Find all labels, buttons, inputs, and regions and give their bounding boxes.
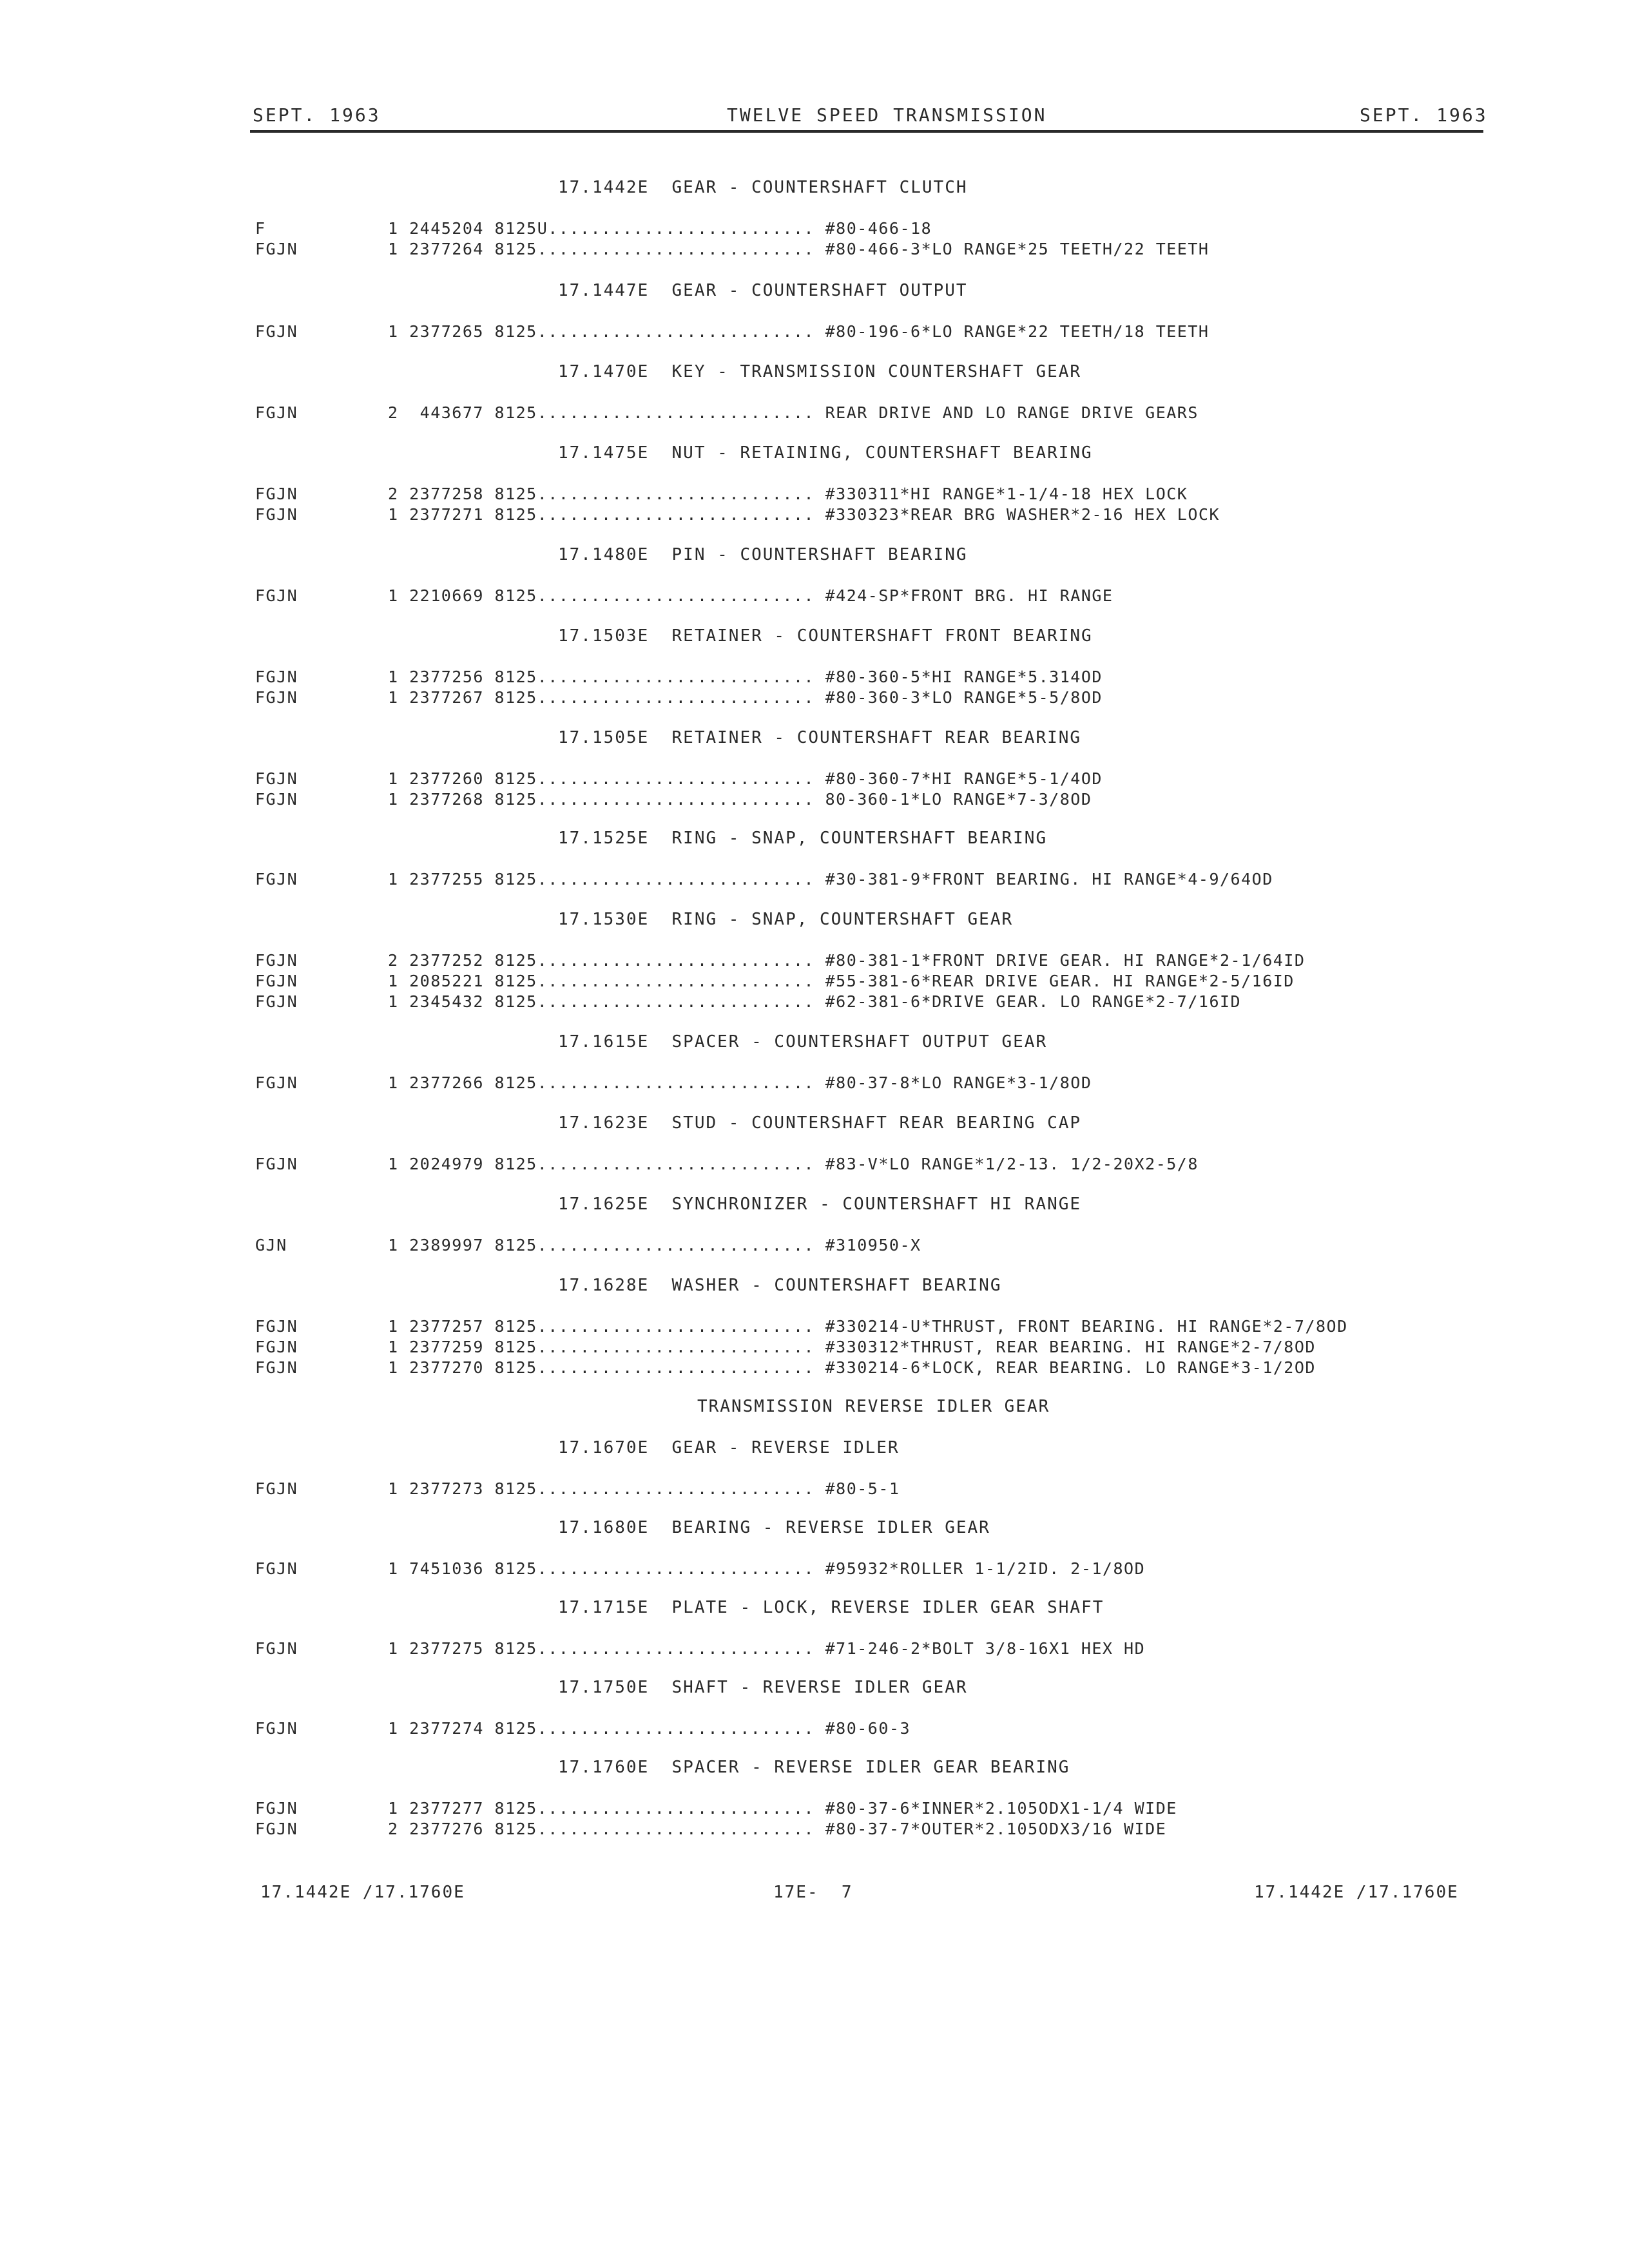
entry-part-line: 1 2377256 8125.......................... #80-360-5*HI RANGE*5.314OD	[388, 668, 1103, 686]
entry-model-code: FGJN	[255, 951, 298, 970]
entry-part-line: 1 2377255 8125.......................... #30-381-9*FRONT BEARING. HI RANGE*4-9/64OD	[388, 870, 1273, 889]
entry-model-code: FGJN	[255, 870, 298, 889]
entry-model-code: FGJN	[255, 586, 298, 605]
header-rule	[250, 130, 1483, 133]
entry-part-line: 1 2377274 8125.......................... #80-60-3	[388, 1719, 911, 1738]
entry-part-line: 1 2445204 8125U......................... #80-466-18	[388, 219, 932, 238]
entry-model-code: FGJN	[255, 1317, 298, 1336]
header-title: TWELVE SPEED TRANSMISSION	[727, 104, 1047, 126]
entry-model-code: FGJN	[255, 769, 298, 788]
section-title: 17.1628E WASHER - COUNTERSHAFT BEARING	[558, 1276, 1002, 1295]
entry-part-line: 1 2377267 8125.......................... #80-360-3*LO RANGE*5-5/8OD	[388, 688, 1103, 707]
section-title: 17.1715E PLATE - LOCK, REVERSE IDLER GEAR SHAFT	[558, 1598, 1104, 1617]
section-title: 17.1505E RETAINER - COUNTERSHAFT REAR BEARING	[558, 728, 1082, 747]
entry-model-code: F	[255, 219, 266, 238]
entry-part-line: 1 2377260 8125.......................... #80-360-7*HI RANGE*5-1/4OD	[388, 769, 1103, 788]
entry-part-line: 1 2377268 8125.......................... 80-360-1*LO RANGE*7-3/8OD	[388, 790, 1092, 809]
header-date-left: SEPT. 1963	[253, 104, 381, 126]
entry-part-line: 1 2345432 8125.......................... #62-381-6*DRIVE GEAR. LO RANGE*2-7/16ID	[388, 992, 1242, 1011]
entry-model-code: FGJN	[255, 668, 298, 686]
section-title: 17.1750E SHAFT - REVERSE IDLER GEAR	[558, 1678, 968, 1697]
section-title: 17.1470E KEY - TRANSMISSION COUNTERSHAFT GEAR	[558, 362, 1082, 381]
entry-model-code: FGJN	[255, 1358, 298, 1377]
entry-part-line: 1 7451036 8125.......................... #95932*ROLLER 1-1/2ID. 2-1/8OD	[388, 1559, 1146, 1578]
entry-model-code: FGJN	[255, 1820, 298, 1838]
section-title: 17.1623E STUD - COUNTERSHAFT REAR BEARING CAP	[558, 1113, 1082, 1133]
entry-model-code: FGJN	[255, 1155, 298, 1173]
entry-part-line: 1 2377259 8125.......................... #330312*THRUST, REAR BEARING. HI RANGE*2-7/8OD	[388, 1338, 1316, 1356]
entry-model-code: FGJN	[255, 688, 298, 707]
section-title: 17.1475E NUT - RETAINING, COUNTERSHAFT BEARING	[558, 443, 1093, 463]
section-title: 17.1625E SYNCHRONIZER - COUNTERSHAFT HI RANGE	[558, 1195, 1082, 1214]
entry-model-code: FGJN	[255, 240, 298, 258]
entry-part-line: 1 2377270 8125.......................... #330214-6*LOCK, REAR BEARING. LO RANGE*3-1/2OD	[388, 1358, 1316, 1377]
entry-model-code: FGJN	[255, 1338, 298, 1356]
entry-model-code: FGJN	[255, 322, 298, 341]
section-title: 17.1480E PIN - COUNTERSHAFT BEARING	[558, 545, 968, 564]
entry-model-code: FGJN	[255, 1639, 298, 1658]
entry-model-code: FGJN	[255, 992, 298, 1011]
entry-model-code: FGJN	[255, 403, 298, 422]
entry-part-line: 1 2085221 8125.......................... #55-381-6*REAR DRIVE GEAR. HI RANGE*2-5/16ID	[388, 972, 1295, 990]
section-title: 17.1447E GEAR - COUNTERSHAFT OUTPUT	[558, 281, 968, 300]
footer-page-number: 17E- 7	[773, 1883, 853, 1902]
entry-part-line: 2 2377252 8125.......................... #80-381-1*FRONT DRIVE GEAR. HI RANGE*2-1/64ID	[388, 951, 1306, 970]
section-title: 17.1615E SPACER - COUNTERSHAFT OUTPUT GEAR	[558, 1032, 1048, 1052]
entry-model-code: FGJN	[255, 1719, 298, 1738]
entry-model-code: FGJN	[255, 1479, 298, 1498]
entry-model-code: FGJN	[255, 1799, 298, 1818]
entry-part-line: 1 2024979 8125.......................... #83-V*LO RANGE*1/2-13. 1/2-20X2-5/8	[388, 1155, 1199, 1173]
entry-model-code: FGJN	[255, 505, 298, 524]
entry-model-code: FGJN	[255, 972, 298, 990]
entry-model-code: GJN	[255, 1236, 287, 1254]
entry-part-line: 1 2377273 8125.......................... #80-5-1	[388, 1479, 900, 1498]
entry-model-code: FGJN	[255, 1073, 298, 1092]
section-title: 17.1442E GEAR - COUNTERSHAFT CLUTCH	[558, 178, 968, 197]
section-title: 17.1530E RING - SNAP, COUNTERSHAFT GEAR	[558, 910, 1014, 929]
entry-part-line: 1 2377265 8125.......................... #80-196-6*LO RANGE*22 TEETH/18 TEETH	[388, 322, 1210, 341]
entry-part-line: 2 2377276 8125.......................... #80-37-7*OUTER*2.105ODX3/16 WIDE	[388, 1820, 1167, 1838]
entry-part-line: 1 2389997 8125.......................... #310950-X	[388, 1236, 921, 1254]
group-heading: TRANSMISSION REVERSE IDLER GEAR	[697, 1397, 1050, 1416]
entry-model-code: FGJN	[255, 485, 298, 503]
section-title: 17.1525E RING - SNAP, COUNTERSHAFT BEARING	[558, 829, 1048, 848]
footer-range-right: 17.1442E /17.1760E	[1254, 1883, 1459, 1902]
section-title: 17.1760E SPACER - REVERSE IDLER GEAR BEARING	[558, 1758, 1070, 1777]
section-title: 17.1670E GEAR - REVERSE IDLER	[558, 1438, 900, 1457]
header-date-right: SEPT. 1963	[1360, 104, 1488, 126]
entry-part-line: 1 2377271 8125.......................... #330323*REAR BRG WASHER*2-16 HEX LOCK	[388, 505, 1220, 524]
entry-part-line: 1 2377266 8125.......................... #80-37-8*LO RANGE*3-1/8OD	[388, 1073, 1092, 1092]
entry-part-line: 1 2377275 8125.......................... #71-246-2*BOLT 3/8-16X1 HEX HD	[388, 1639, 1146, 1658]
entry-part-line: 2 2377258 8125.......................... #330311*HI RANGE*1-1/4-18 HEX LOCK	[388, 485, 1188, 503]
section-title: 17.1680E BEARING - REVERSE IDLER GEAR	[558, 1518, 990, 1537]
entry-part-line: 1 2377277 8125.......................... #80-37-6*INNER*2.105ODX1-1/4 WIDE	[388, 1799, 1177, 1818]
footer-range-left: 17.1442E /17.1760E	[260, 1883, 465, 1902]
entry-part-line: 1 2377264 8125.......................... #80-466-3*LO RANGE*25 TEETH/22 TEETH	[388, 240, 1210, 258]
entry-part-line: 1 2210669 8125.......................... #424-SP*FRONT BRG. HI RANGE	[388, 586, 1113, 605]
entry-model-code: FGJN	[255, 1559, 298, 1578]
entry-part-line: 2 443677 8125.......................... REAR DRIVE AND LO RANGE DRIVE GEARS	[388, 403, 1199, 422]
entry-part-line: 1 2377257 8125.......................... #330214-U*THRUST, FRONT BEARING. HI RANGE*2-7/8OD	[388, 1317, 1348, 1336]
entry-model-code: FGJN	[255, 790, 298, 809]
section-title: 17.1503E RETAINER - COUNTERSHAFT FRONT BEARING	[558, 626, 1093, 646]
